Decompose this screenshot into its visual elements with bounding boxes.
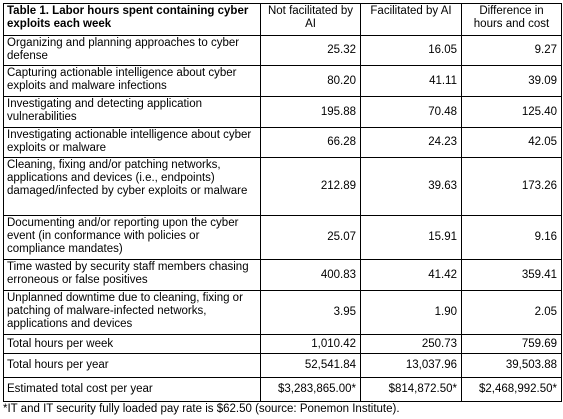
cell-facilitated: 41.42 <box>361 260 462 291</box>
cell-not-facilitated: 80.20 <box>261 66 361 97</box>
column-header-not-facilitated: Not facilitated by AI <box>261 4 361 36</box>
row-label: Time wasted by security staff members chasing erroneous or false positives <box>4 260 261 291</box>
cell-not-facilitated: 400.83 <box>261 260 361 291</box>
row-label: Capturing actionable intelligence about cyber exploits and malware infections <box>4 66 261 97</box>
cell-difference: 2.05 <box>462 291 562 335</box>
cell-difference: 173.26 <box>462 158 562 216</box>
cell-not-facilitated: 66.28 <box>261 128 361 158</box>
cell-facilitated: 70.48 <box>361 97 462 128</box>
cell-not-facilitated: 212.89 <box>261 158 361 216</box>
cell-facilitated: 41.11 <box>361 66 462 97</box>
row-label: Total hours per week <box>4 335 261 354</box>
table-row <box>4 291 562 335</box>
column-header-difference: Difference in hours and cost <box>462 4 562 36</box>
total-row-cost <box>4 378 562 402</box>
row-label: Total hours per year <box>4 354 261 378</box>
cell-facilitated: 16.05 <box>361 36 462 66</box>
cell-facilitated: 24.23 <box>361 128 462 158</box>
row-label: Investigating and detecting application vulnerabilities <box>4 97 261 128</box>
table-row <box>4 128 562 158</box>
cell-facilitated: 39.63 <box>361 158 462 216</box>
cell-difference: $2,468,992.50* <box>462 378 562 402</box>
row-label: Documenting and/or reporting upon the cyber event (in conformance with policies or compliance mandates) <box>4 216 261 260</box>
row-label: Estimated total cost per year <box>4 378 261 402</box>
total-row-week <box>4 335 562 354</box>
row-label: Organizing and planning approaches to cyber defense <box>4 36 261 66</box>
column-header-facilitated: Facilitated by AI <box>361 4 462 36</box>
cell-not-facilitated: 25.32 <box>261 36 361 66</box>
cell-difference: 39.09 <box>462 66 562 97</box>
cell-facilitated: 1.90 <box>361 291 462 335</box>
table-row <box>4 260 562 291</box>
cell-difference: 359.41 <box>462 260 562 291</box>
row-label: Cleaning, fixing and/or patching networks, applications and devices (i.e., endpoints) damaged/infected by cyber exploits or malware <box>4 158 261 216</box>
table-footnote: *IT and IT security fully loaded pay rate is $62.50 (source: Ponemon Institute). <box>3 403 400 415</box>
row-label: Unplanned downtime due to cleaning, fixing or patching of malware-infected networks, applications and devices <box>4 291 261 335</box>
cell-difference: 9.27 <box>462 36 562 66</box>
cell-not-facilitated: 3.95 <box>261 291 361 335</box>
table-header-row <box>4 4 562 36</box>
row-label: Investigating actionable intelligence about cyber exploits or malware <box>4 128 261 158</box>
table-row <box>4 36 562 66</box>
table-title: Table 1. Labor hours spent containing cyber exploits each week <box>4 4 261 36</box>
cell-difference: 42.05 <box>462 128 562 158</box>
cell-not-facilitated: 195.88 <box>261 97 361 128</box>
table-row <box>4 216 562 260</box>
cell-difference: 9.16 <box>462 216 562 260</box>
table-row <box>4 66 562 97</box>
cell-facilitated: 15.91 <box>361 216 462 260</box>
table-row <box>4 158 562 216</box>
cell-facilitated: $814,872.50* <box>361 378 462 402</box>
cell-difference: 125.40 <box>462 97 562 128</box>
cell-not-facilitated: 1,010.42 <box>261 335 361 354</box>
cell-not-facilitated: 25.07 <box>261 216 361 260</box>
total-row-year <box>4 354 562 378</box>
cell-difference: 759.69 <box>462 335 562 354</box>
cell-not-facilitated: 52,541.84 <box>261 354 361 378</box>
table-row <box>4 97 562 128</box>
cell-difference: 39,503.88 <box>462 354 562 378</box>
cell-not-facilitated: $3,283,865.00* <box>261 378 361 402</box>
labor-hours-table <box>3 3 562 402</box>
cell-facilitated: 13,037.96 <box>361 354 462 378</box>
cell-facilitated: 250.73 <box>361 335 462 354</box>
